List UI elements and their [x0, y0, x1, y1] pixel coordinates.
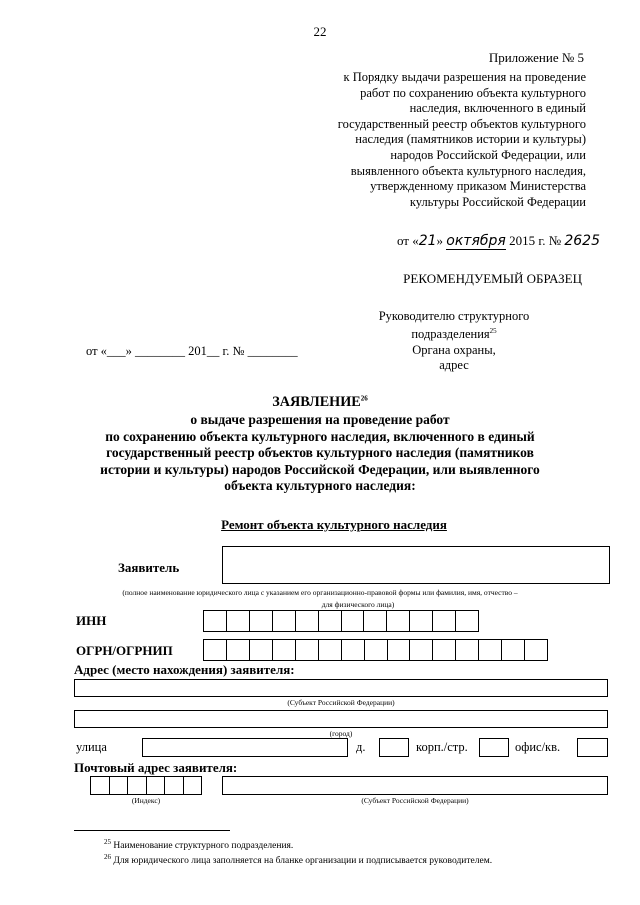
address-label: Адрес (место нахождения) заявителя:	[74, 662, 295, 677]
city-caption: (город)	[329, 729, 353, 738]
city-field[interactable]	[74, 710, 608, 728]
office-field[interactable]	[577, 738, 608, 757]
applicant-label: Заявитель	[118, 560, 180, 575]
handwritten-number: 2625	[564, 233, 600, 249]
document-title: ЗАЯВЛЕНИЕ$^{26}$	[272, 394, 368, 410]
applicant-field[interactable]	[222, 546, 610, 584]
postal-address-label: Почтовый адрес заявителя:	[74, 760, 238, 775]
subject-caption: (Субъект Российской Федерации)	[287, 698, 395, 707]
building-label: корп./стр.	[416, 740, 468, 754]
office-label: офис/кв.	[515, 740, 561, 754]
street-field[interactable]	[142, 738, 348, 757]
appendix-heading: Приложение № 5	[488, 50, 584, 65]
document-subtitle: о выдаче разрешения на проведение работ по сохранению объекта культурного наследия, включенного в единый государственный реестр объектов культурного наследия (памятников истории и культуры) народов Российской Федерации, или выявленного объекта культурного наследия:	[100, 412, 540, 493]
index-caption: (Индекс)	[131, 796, 161, 805]
order-date-line: от «21» октября 2015 г. № 2625	[396, 233, 600, 249]
handwritten-month: октября	[446, 233, 506, 249]
house-field[interactable]	[379, 738, 409, 757]
from-date-line: от «___» ________ 201__ г. № ________	[86, 344, 298, 358]
handwritten-day: 21	[418, 233, 437, 249]
subject-field[interactable]	[74, 679, 608, 697]
recommended-sample: РЕКОМЕНДУЕМЫЙ ОБРАЗЕЦ	[403, 271, 582, 286]
inn-cells[interactable]	[203, 610, 479, 632]
order-reference: к Порядку выдачи разрешения на проведение работ по сохранению объекта культурного наследия, включенного в единый государственный реестр объектов культурного наследия (памятников истории и культуры) народов Российской Федерации, или выявленного объекта культурного наследия, утвержденному приказом Министерства культуры Российской Федерации	[337, 70, 586, 209]
footnote-25: $^{25}$ Наименование структурного подразделения.	[104, 838, 294, 852]
ogrn-cells[interactable]	[203, 639, 548, 661]
inn-label: ИНН	[76, 613, 107, 628]
footnote-separator	[74, 830, 230, 831]
recipient-block: Руководителю структурного подразделения$^{25}$ Органа охраны, адрес	[378, 309, 530, 372]
postal-subject-field[interactable]	[222, 776, 608, 795]
house-label: д.	[356, 740, 366, 754]
postal-subject-caption: (Субъект Российской Федерации)	[361, 796, 469, 805]
applicant-caption: (полное наименование юридического лица с указанием его организационно-правовой формы или фамилия, имя, отчество –	[122, 588, 518, 597]
street-label: улица	[76, 740, 107, 754]
postal-index-cells[interactable]	[90, 776, 202, 795]
ogrn-label: ОГРН/ОГРНИП	[76, 643, 173, 658]
footnote-26: $^{26}$ Для юридического лица заполняется на бланке организации и подписывается руководителем.	[104, 853, 493, 867]
page-number: 22	[313, 24, 327, 39]
building-field[interactable]	[479, 738, 509, 757]
work-type-heading: Ремонт объекта культурного наследия	[221, 517, 447, 532]
applicant-caption-2: для физического лица)	[321, 600, 395, 609]
